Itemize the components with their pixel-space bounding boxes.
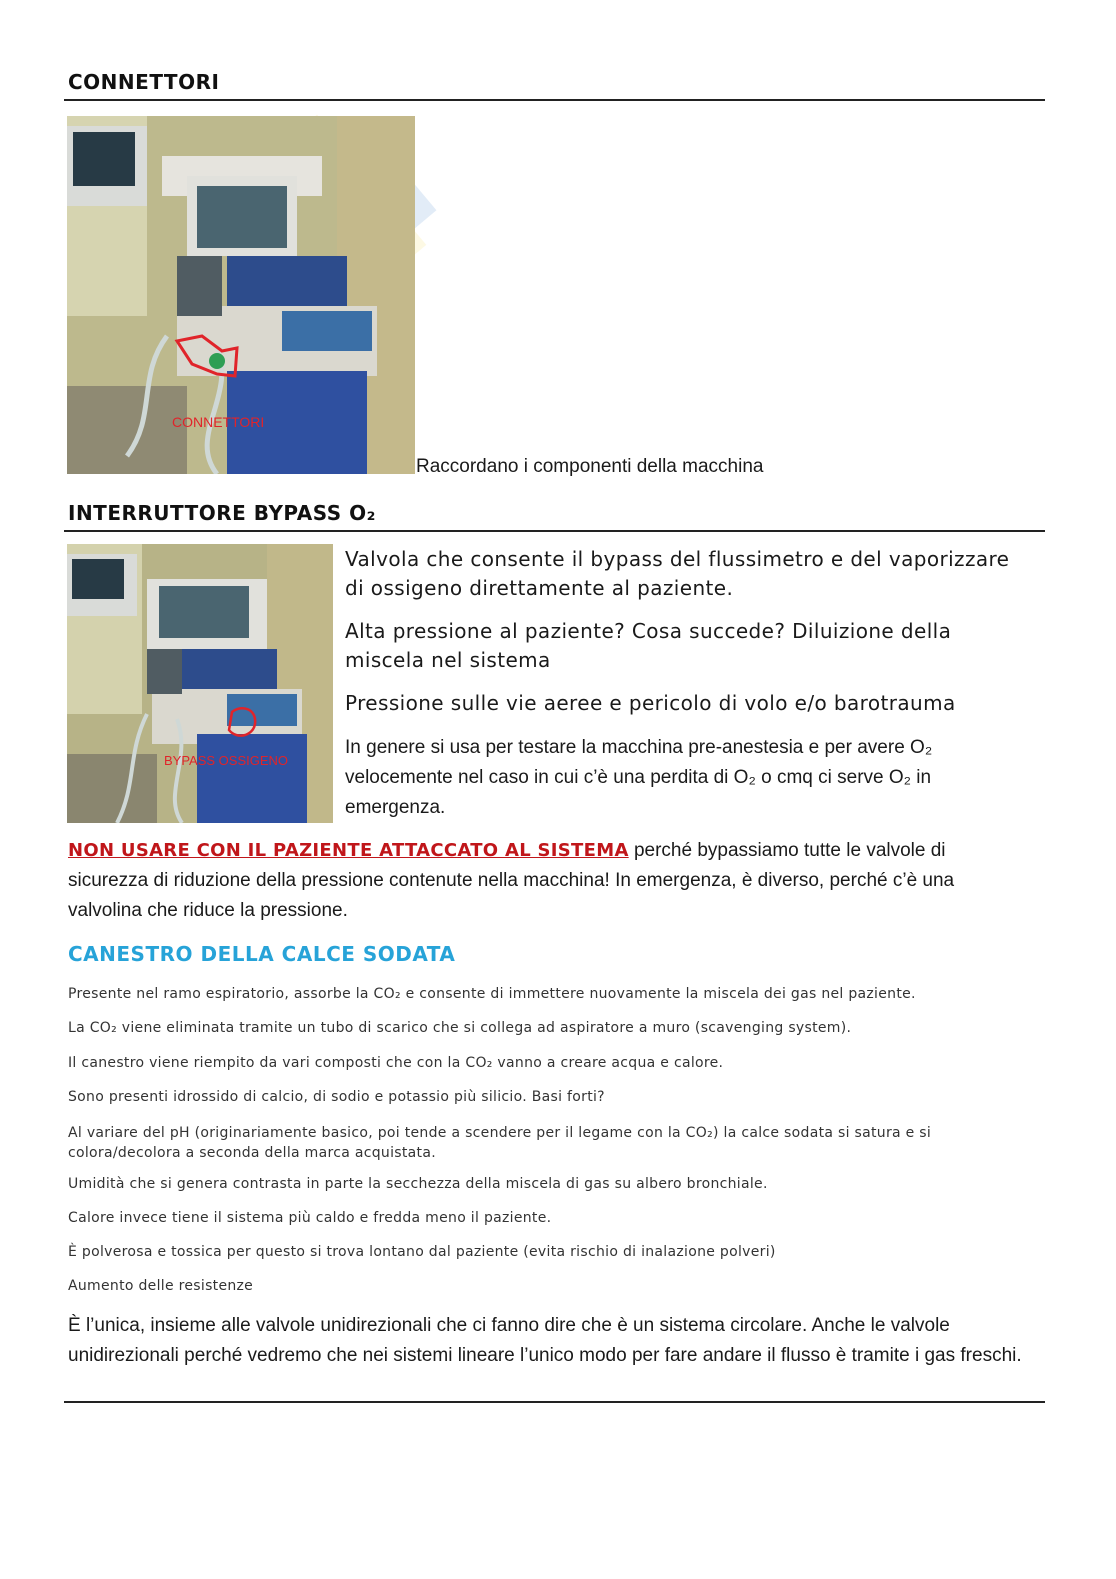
section-divider	[64, 530, 1045, 532]
bypass-para-2: Alta pressione al paziente? Cosa succede? Diluizione della miscela nel sistema	[345, 619, 952, 672]
connettori-photo	[67, 116, 415, 474]
canestro-line: È polverosa e tossica per questo si trova lontano dal paziente (evita rischio di inalazione polveri)	[68, 1244, 776, 1260]
section-title-connettori: CONNETTORI	[68, 70, 220, 94]
connettori-caption: Raccordano i componenti della macchina	[416, 456, 764, 477]
section-title-bypass: INTERRUTTORE BYPASS O₂	[68, 501, 376, 525]
canestro-line: Presente nel ramo espiratorio, assorbe la CO₂ e consente di immettere nuovamente la miscela dei gas nel paziente.	[68, 986, 916, 1002]
photo-label-bypass: BYPASS OSSIGENO	[164, 753, 289, 768]
bypass-para-1: Valvola che consente il bypass del flussimetro e del vaporizzare di ossigeno direttamente al paziente.	[345, 547, 1010, 600]
canestro-line: Aumento delle resistenze	[68, 1278, 254, 1294]
warning-text: NON USARE CON IL PAZIENTE ATTACCATO AL SISTEMA	[68, 840, 629, 861]
bypass-warning-paragraph	[68, 836, 1028, 926]
canestro-line: Il canestro viene riempito da vari composti che con la CO₂ vanno a creare acqua e calore.	[68, 1055, 724, 1071]
section-divider	[64, 99, 1045, 101]
canestro-line: Sono presenti idrossido di calcio, di sodio e potassio più silicio. Basi forti?	[68, 1089, 605, 1105]
anesthesia-machine-photo	[67, 544, 333, 823]
canestro-line: Al variare del pH (originariamente basico, poi tende a scendere per il legame con la CO₂) la calce sodata si satura e si colora/decolora a seconda della marca acquistata.	[68, 1125, 932, 1161]
section-title-canestro: CANESTRO DELLA CALCE SODATA	[68, 942, 456, 966]
bypass-photo	[67, 544, 333, 823]
canestro-line: Calore invece tiene il sistema più caldo e fredda meno il paziente.	[68, 1210, 552, 1226]
warning-rest-text: perché bypassiamo tutte le valvole di sicurezza di riduzione della pressione contenute nella macchina! In emergenza, è diverso, perché c’è una valvolina che riduce la pressione.	[68, 840, 955, 921]
canestro-line: Umidità che si genera contrasta in parte la secchezza della miscela di gas su albero bronchiale.	[68, 1176, 768, 1192]
bypass-para-3: Pressione sulle vie aeree e pericolo di volo e/o barotrauma	[345, 691, 956, 715]
canestro-line: La CO₂ viene eliminata tramite un tubo di scarico che si collega ad aspiratore a muro (scavenging system).	[68, 1020, 852, 1036]
photo-label-connettori: CONNETTORI	[172, 414, 265, 430]
bypass-para-4: In genere si usa per testare la macchina pre-anestesia e per avere O₂ velocemente nel caso in cui c’è una perdita di O₂ o cmq ci serve O₂ in emergenza.	[345, 737, 933, 818]
canestro-closing-paragraph: È l’unica, insieme alle valvole unidirezionali che ci fanno dire che è un sistema circolare. Anche le valvole unidirezionali perché vedremo che nei sistemi lineare l’unico modo per fare andare il flusso è tramite i gas freschi.	[68, 1315, 1022, 1366]
section-divider	[64, 1401, 1045, 1403]
